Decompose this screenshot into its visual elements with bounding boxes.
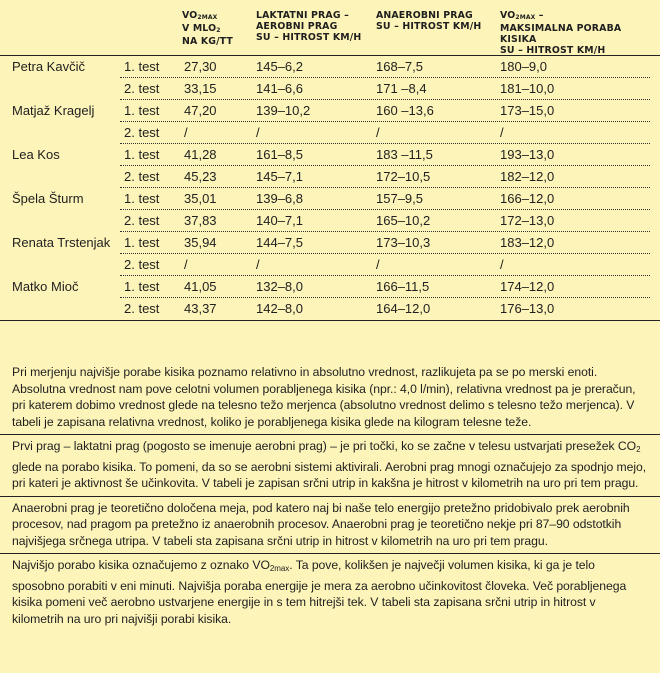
- max-poraba-value: 173–15,0: [500, 103, 555, 118]
- athlete-name: Petra Kavčič: [12, 59, 85, 74]
- vo2max-value: 41,28: [184, 147, 217, 162]
- athlete-name: Matko Mioč: [12, 279, 79, 294]
- vo2max-value: 47,20: [184, 103, 217, 118]
- table-row: [0, 144, 660, 166]
- test-label: 1. test: [124, 59, 160, 74]
- test-label: 2. test: [124, 125, 160, 140]
- header-anaerobni-line1: ANAEROBNI PRAG: [376, 10, 473, 21]
- note-vo2-values: Pri merjenju najvišje porabe kisika poznamo relativno in absolutno vrednost, razlikujeta pa se po merski enoti. Absolutna vrednost nam pove celotni volumen porabljenega kisika (npr.: 4,0 l/min), relativna vrednost pa je preračun, pri katerem dobimo vrednost glede na telesno težo merjenca (absolutno vrednost delimo s telesno težo merjenca). V tabeli je zapisana relativna vrednost, koliko je porabljenega kisika glede na kilogram telesne teže.: [12, 365, 636, 429]
- test-label: 2. test: [124, 213, 160, 228]
- test-label: 2. test: [124, 257, 160, 272]
- note-laktatni-text-b: glede na porabo kisika. To pomeni, da so se aerobni sistemi aktivirali. Aerobni prag mnogi označujejo za spodnjo mejo, pri kateri je aktivnost še učinkovita. V tabeli je zapisan srčni utrip in kakšna je hitrost v kilometrih na uro pri tem pragu.: [12, 459, 647, 490]
- anaerobni-prag-value: 157–9,5: [376, 191, 423, 206]
- max-poraba-value: 181–10,0: [500, 81, 555, 96]
- max-poraba-value: 180–9,0: [500, 59, 547, 74]
- table-row: [0, 298, 660, 321]
- header-laktatni: [256, 10, 361, 43]
- vo2max-value: 43,37: [184, 301, 217, 316]
- note-vo2max: [0, 557, 660, 627]
- anaerobni-prag-value: /: [376, 257, 380, 272]
- vo2max-value: 27,30: [184, 59, 217, 74]
- anaerobni-prag-value: 160 –13,6: [376, 103, 434, 118]
- laktatni-prag-value: 145–7,1: [256, 169, 303, 184]
- test-label: 1. test: [124, 279, 160, 294]
- test-label: 2. test: [124, 169, 160, 184]
- anaerobni-prag-value: 173–10,3: [376, 235, 431, 250]
- athlete-name: Špela Šturm: [12, 191, 84, 206]
- note-laktatni-prag: [0, 438, 660, 492]
- table-row: [0, 55, 660, 78]
- laktatni-prag-value: 141–6,6: [256, 81, 303, 96]
- header-vo2max-line2-sub: 2: [216, 27, 221, 34]
- max-poraba-value: 193–13,0: [500, 147, 555, 162]
- table-row: [0, 210, 660, 232]
- max-poraba-value: 183–12,0: [500, 235, 555, 250]
- header-poraba-suffix: –: [535, 10, 544, 21]
- vo2max-value: 35,94: [184, 235, 217, 250]
- header-vo2max-poraba: [500, 10, 660, 56]
- note-vo2max-text-a: Najvišjo porabo kisika označujemo z oznako VO: [12, 558, 270, 572]
- table-row: [0, 78, 660, 100]
- anaerobni-prag-value: 171 –8,4: [376, 81, 427, 96]
- anaerobni-prag-value: 165–10,2: [376, 213, 431, 228]
- notes: [0, 364, 660, 627]
- note-vo2max-text-b: . Ta pove, kolikšen je največji volumen kisika, ki ga je telo sposobno porabiti v eni minuti. Najvišja poraba energije je mera za aerobno učinkovitost človeka. Več porabljenega kisika pomeni več aerobno ustvarjene energije in s tem hitrejši tek. V tabeli sta zapisana srčni utrip in hitrost v kilometrih na uro pri najvišji porabi kisika.: [12, 558, 627, 626]
- test-label: 1. test: [124, 103, 160, 118]
- anaerobni-prag-value: 172–10,5: [376, 169, 431, 184]
- anaerobni-prag-value: 183 –11,5: [376, 147, 433, 162]
- athlete-name: Renata Trstenjak: [12, 235, 111, 250]
- laktatni-prag-value: 144–7,5: [256, 235, 303, 250]
- header-vo2max-sub: 2MAX: [197, 14, 218, 21]
- max-poraba-value: /: [500, 257, 504, 272]
- laktatni-prag-value: 161–8,5: [256, 147, 303, 162]
- laktatni-prag-value: 142–8,0: [256, 301, 303, 316]
- note-anaerobni-prag: Anaerobni prag je teoretično določena meja, pod katero naj bi naše telo energijo pretežno pridobivalo prek aerobnih procesov, nad pragom pa pretežno iz anaerobnih procesov. Anaerobni prag je teoretično nekje pri 87–90 odstotkih najvišjega srčnega utripa. V tabeli sta zapisana srčni utrip in hitrost v kilometrih na uro pri tem pragu.: [12, 500, 630, 548]
- max-poraba-value: 172–13,0: [500, 213, 555, 228]
- test-label: 1. test: [124, 235, 160, 250]
- table-row: [0, 100, 660, 122]
- header-poraba-sub: 2MAX: [515, 14, 536, 21]
- header-poraba-line3: SU – HITROST KM/H: [500, 45, 606, 56]
- test-label: 2. test: [124, 81, 160, 96]
- header-laktatni-line3: SU – HITROST KM/H: [256, 32, 362, 43]
- vo2max-value: 35,01: [184, 191, 217, 206]
- header-vo2max-line3: NA KG/TT: [182, 36, 233, 47]
- max-poraba-value: 174–12,0: [500, 279, 555, 294]
- max-poraba-value: 166–12,0: [500, 191, 555, 206]
- max-poraba-value: /: [500, 125, 504, 140]
- note-divider: [0, 496, 660, 497]
- header-laktatni-line1: LAKTATNI PRAG –: [256, 10, 349, 21]
- header-laktatni-line2: AEROBNI PRAG: [256, 21, 338, 32]
- test-label: 2. test: [124, 301, 160, 316]
- header-poraba-line2: MAKSIMALNA PORABA KISIKA: [500, 23, 622, 45]
- laktatni-prag-value: 139–10,2: [256, 103, 311, 118]
- anaerobni-prag-value: 166–11,5: [376, 279, 430, 294]
- laktatni-prag-value: 145–6,2: [256, 59, 303, 74]
- note-divider: [0, 434, 660, 435]
- test-label: 1. test: [124, 191, 160, 206]
- anaerobni-prag-value: /: [376, 125, 380, 140]
- header-vo2max-prefix: VO: [182, 10, 198, 21]
- test-label: 1. test: [124, 147, 160, 162]
- max-poraba-value: 182–12,0: [500, 169, 555, 184]
- laktatni-prag-value: 140–7,1: [256, 213, 303, 228]
- table-row: [0, 188, 660, 210]
- table-row: [0, 166, 660, 188]
- note-laktatni-text-a: Prvi prag – laktatni prag (pogosto se imenuje aerobni prag) – je pri točki, ko se začne v telesu ustvarjati presežek CO: [12, 439, 637, 453]
- vo2max-value: /: [184, 125, 188, 140]
- vo2max-value: /: [184, 257, 188, 272]
- vo2max-value: 41,05: [184, 279, 217, 294]
- athlete-name: Matjaž Kragelj: [12, 103, 95, 118]
- header-vo2max: [182, 10, 233, 47]
- header-vo2max-line2: V MLO: [182, 23, 217, 34]
- vo2max-value: 33,15: [184, 81, 217, 96]
- header-anaerobni-line2: SU – HITROST KM/H: [376, 21, 482, 32]
- table-row: [0, 232, 660, 254]
- athlete-name: Lea Kos: [12, 147, 60, 162]
- results-table: [0, 55, 660, 321]
- laktatni-prag-value: /: [256, 125, 260, 140]
- table-row: [0, 122, 660, 144]
- note-divider: [0, 553, 660, 554]
- table-row: [0, 254, 660, 276]
- laktatni-prag-value: /: [256, 257, 260, 272]
- note-vo2max-sub: 2max: [269, 564, 290, 573]
- vo2max-value: 37,83: [184, 213, 217, 228]
- laktatni-prag-value: 139–6,8: [256, 191, 303, 206]
- note-laktatni-sub: 2: [636, 445, 641, 454]
- vo2max-value: 45,23: [184, 169, 217, 184]
- max-poraba-value: 176–13,0: [500, 301, 555, 316]
- laktatni-prag-value: 132–8,0: [256, 279, 303, 294]
- header-anaerobni: [376, 10, 481, 32]
- anaerobni-prag-value: 168–7,5: [376, 59, 423, 74]
- anaerobni-prag-value: 164–12,0: [376, 301, 431, 316]
- table-row: [0, 276, 660, 298]
- header-poraba-prefix: VO: [500, 10, 516, 21]
